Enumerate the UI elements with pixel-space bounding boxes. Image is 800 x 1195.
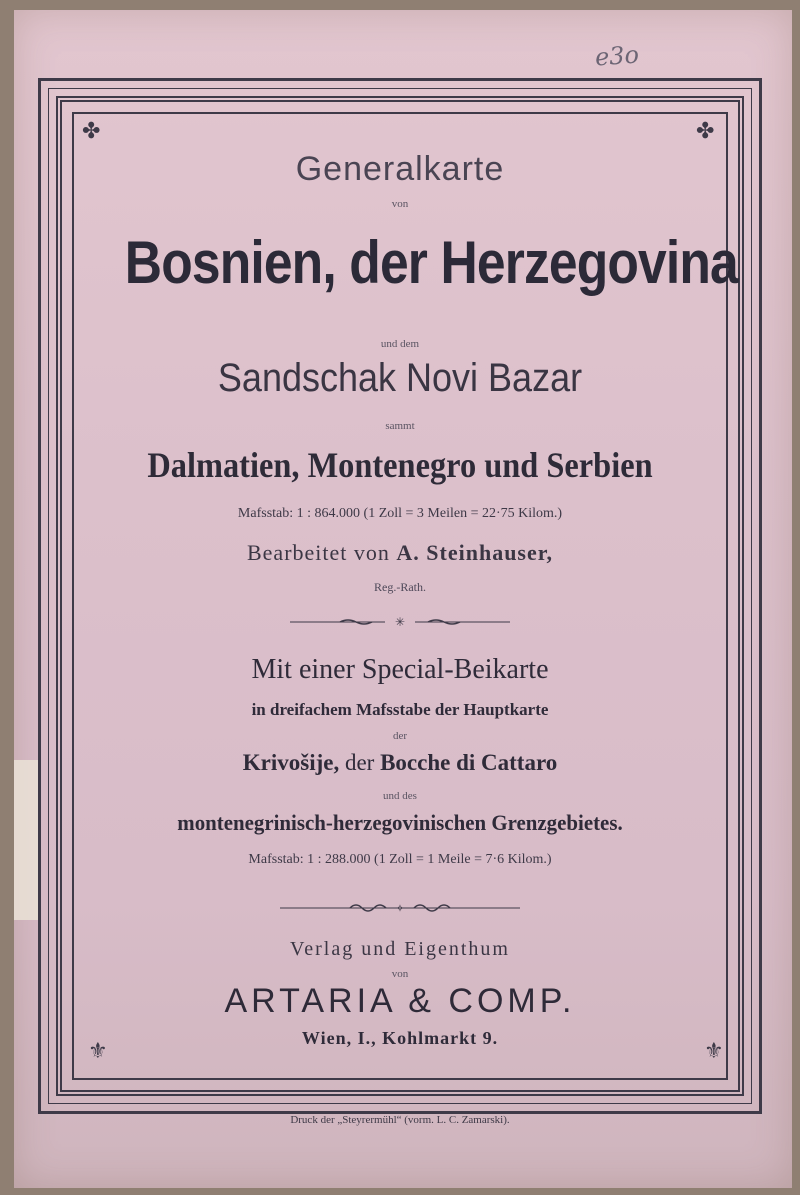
- author-name: A. Steinhauser,: [396, 540, 553, 565]
- publisher-name: ARTARIA & COMP.: [224, 982, 576, 1020]
- connector-von-publisher: von: [391, 968, 409, 980]
- publisher-label: Verlag und Eigenthum: [290, 938, 510, 960]
- divider-ornament-icon: [280, 614, 520, 630]
- special-map-scale-note: in dreifachem Mafsstabe der Hauptkarte: [251, 700, 549, 719]
- author-prefix: Bearbeitet von: [246, 540, 390, 565]
- special-map-regions: [80, 750, 720, 776]
- svg-text:✳: ✳: [394, 615, 406, 629]
- paper-stain: [14, 760, 40, 920]
- special-map-border-region: montenegrinisch-herzegovinischen Grenzgebietes.: [177, 810, 623, 835]
- connector-der-inline: der: [344, 750, 375, 775]
- corner-ornament-icon: ⚜: [704, 1038, 724, 1063]
- connector-sammt: sammt: [385, 420, 415, 432]
- subtitle-regions: Dalmatien, Montenegro und Serbien: [147, 445, 653, 485]
- special-map-heading: Mit einer Special-Beikarte: [251, 654, 549, 685]
- author-title: Reg.-Rath.: [374, 580, 426, 594]
- region-krivosije: Krivošije,: [242, 750, 340, 775]
- corner-ornament-icon: ✤: [82, 118, 101, 143]
- connector-und-dem: und dem: [380, 338, 420, 350]
- handwritten-note: e3o: [594, 40, 640, 72]
- connector-von: von: [391, 198, 409, 210]
- corner-ornament-icon: ✤: [696, 118, 715, 143]
- corner-ornament-icon: ⚜: [88, 1038, 108, 1063]
- svg-text:✧: ✧: [395, 903, 405, 915]
- region-bocche: Bocche di Cattaro: [380, 750, 558, 775]
- author-line: [80, 540, 720, 566]
- printer-credit: Druck der „Steyrermühl“ (vorm. L. C. Zamarski).: [290, 1114, 510, 1126]
- scale-main: Mafsstab: 1 : 864.000 (1 Zoll = 3 Meilen = 22·75 Kilom.): [237, 506, 563, 521]
- divider-ornament-icon: [280, 900, 520, 916]
- subtitle-sandschak: Sandschak Novi Bazar: [217, 356, 583, 400]
- title-block: [80, 120, 738, 1070]
- scale-special: Mafsstab: 1 : 288.000 (1 Zoll = 1 Meile = 7·6 Kilom.): [248, 852, 552, 867]
- publisher-address: Wien, I., Kohlmarkt 9.: [301, 1028, 499, 1048]
- connector-und-des: und des: [383, 790, 417, 802]
- main-title: Bosnien, der Herzegovina: [124, 229, 738, 296]
- heading-generalkarte: Generalkarte: [295, 150, 505, 188]
- connector-der: der: [392, 730, 408, 742]
